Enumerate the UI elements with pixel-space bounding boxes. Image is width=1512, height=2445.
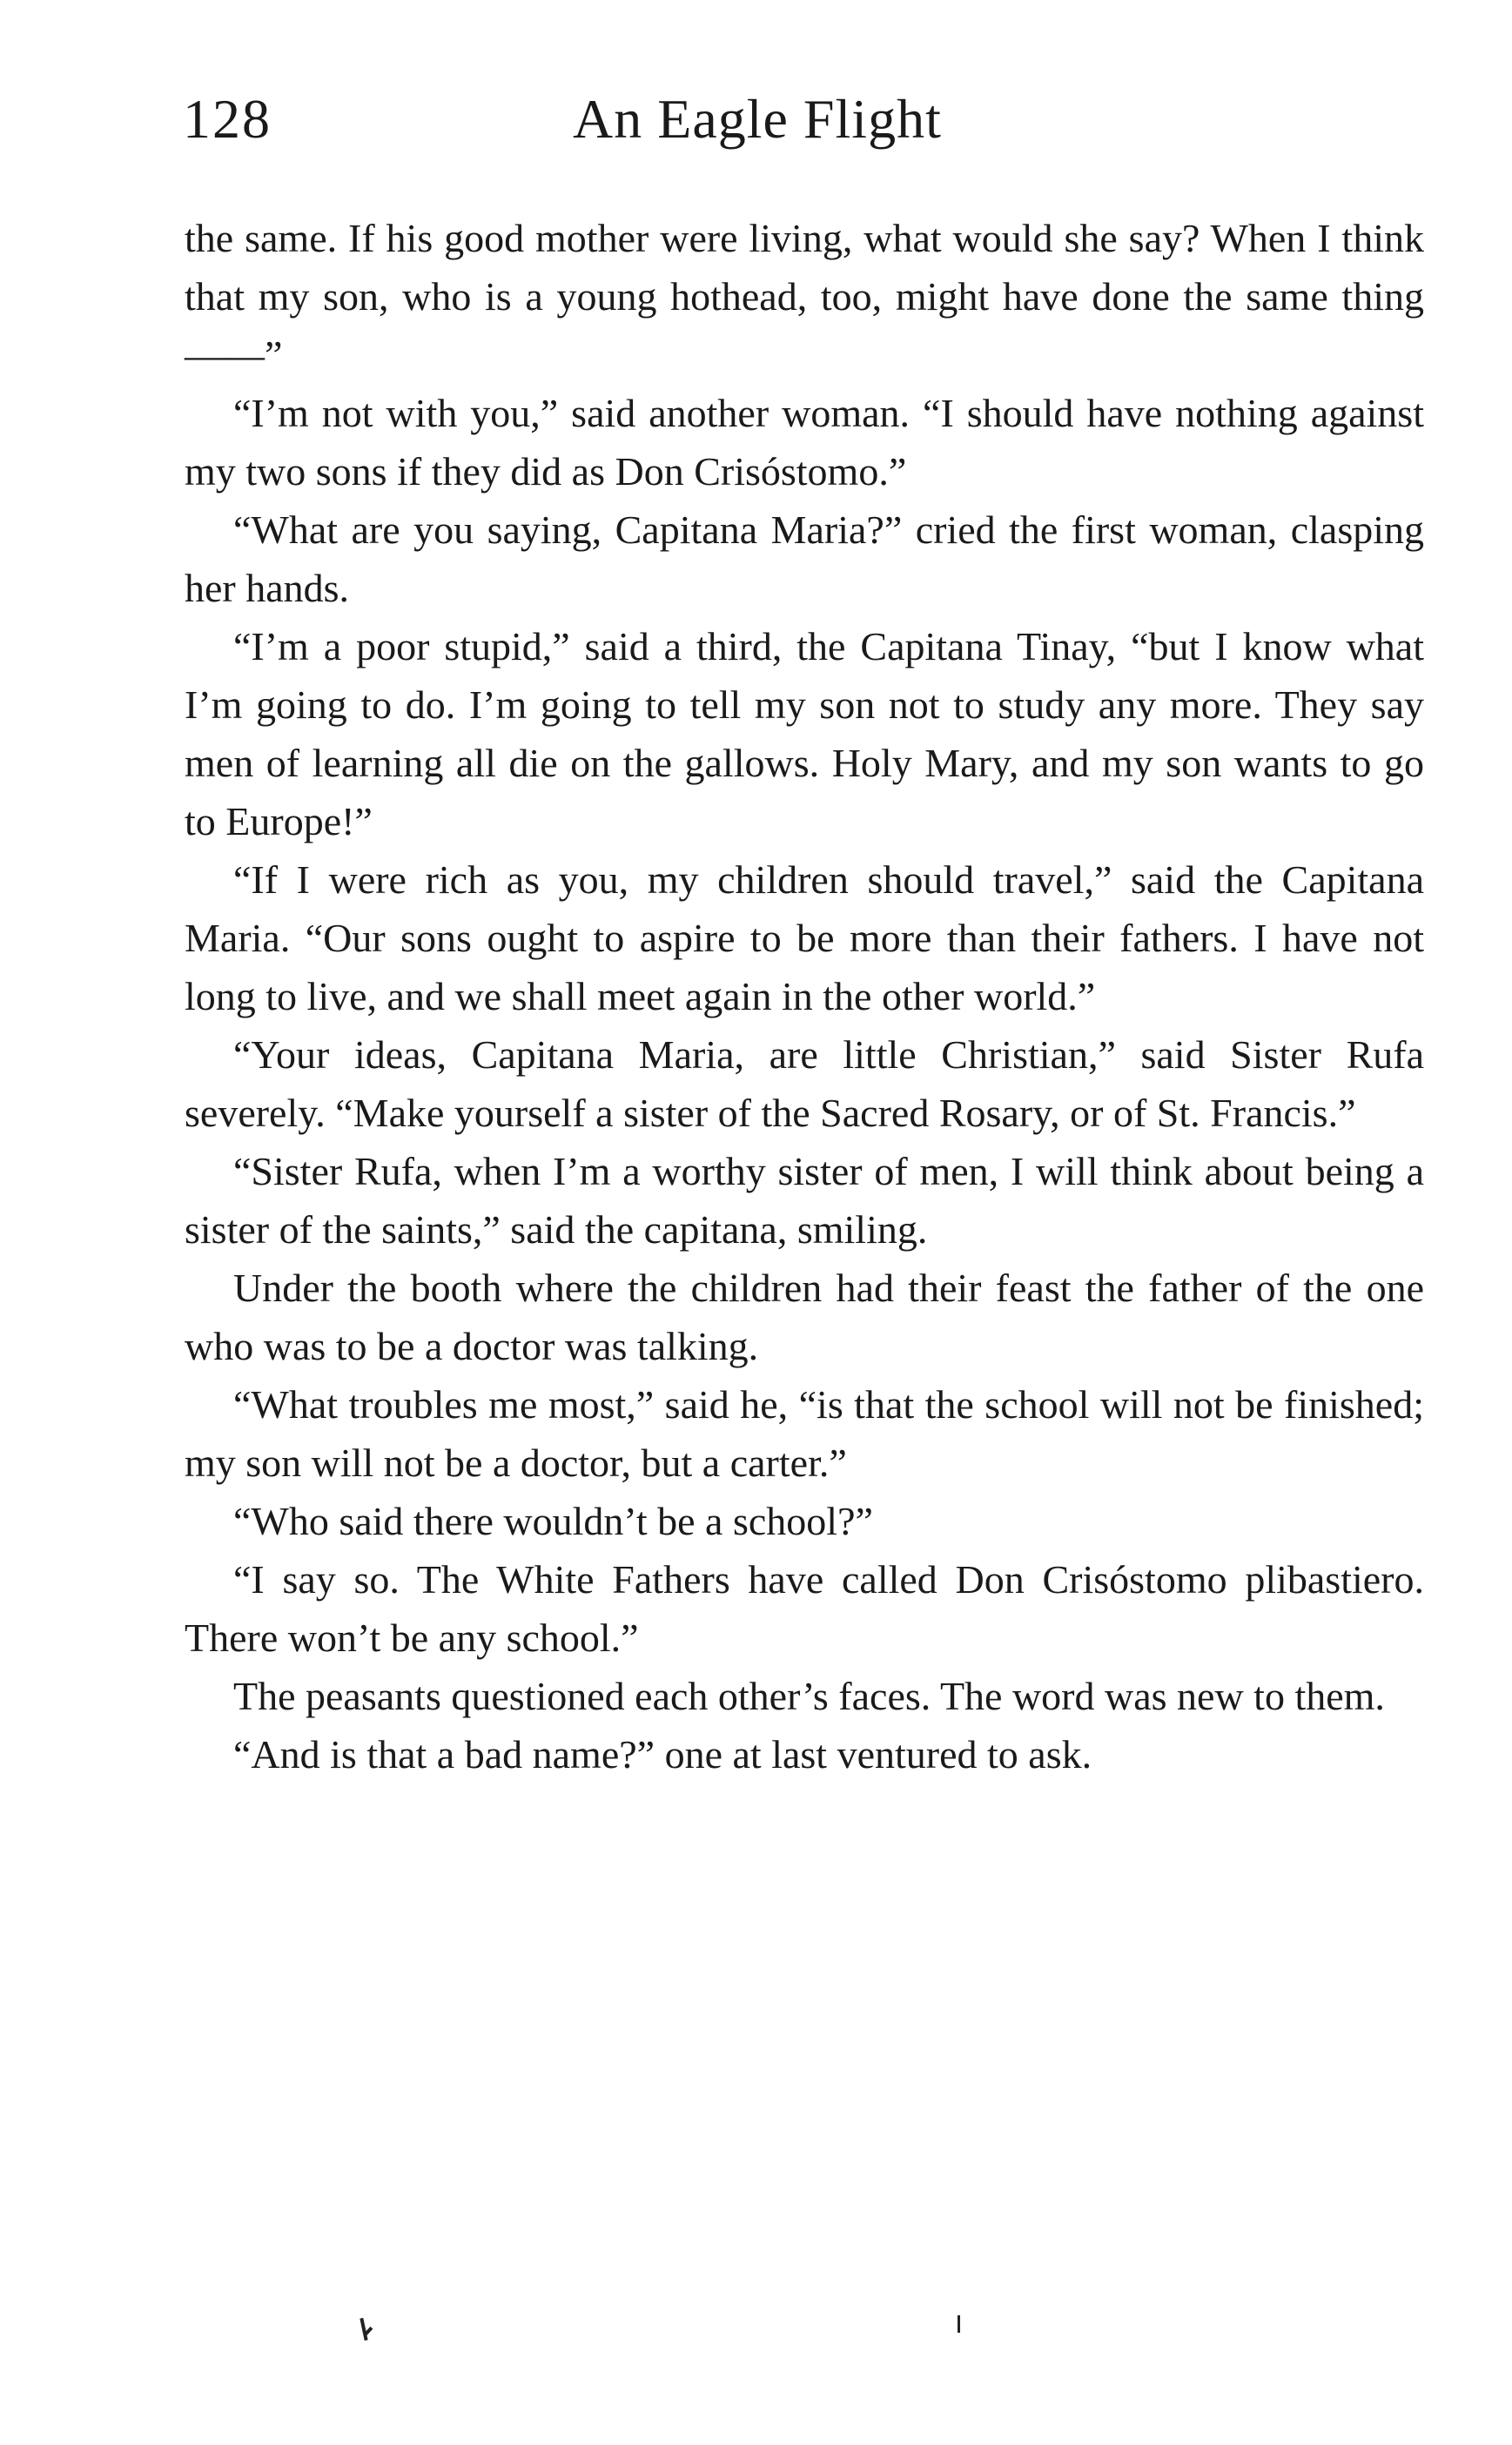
print-mark xyxy=(958,2315,960,2333)
paragraph: “I say so. The White Fathers have called Don Crisóstomo plibastiero. There won’t be any school.” xyxy=(185,1557,1424,1660)
paragraph: “And is that a bad name?” one at last ventured to ask. xyxy=(233,1732,1092,1777)
paragraph: Under the booth where the children had their feast the father of the one who was to be a doctor was talking. xyxy=(185,1266,1424,1368)
print-mark xyxy=(360,2318,367,2341)
paragraph: “What are you saying, Capitana Maria?” cried the first woman, clasping her hands. xyxy=(185,507,1424,610)
running-head xyxy=(183,80,1428,158)
paragraph-continuation: the same. If his good mother were living, what would she say? When I think that my son, who is a young hothead, too, might have done the same thing——” xyxy=(185,216,1424,377)
paragraph: “I’m a poor stupid,” said a third, the Capitana Tinay, “but I know what I’m going to do. I’m going to tell my son not to study any more. They say men of learning all die on the gallows. Holy Mary, and my son wants to go to Europe!” xyxy=(185,624,1424,843)
paragraph: “Who said there wouldn’t be a school?” xyxy=(233,1499,873,1543)
paragraph: “Sister Rufa, when I’m a worthy sister of men, I will think about being a sister of the saints,” said the capitana, smiling. xyxy=(185,1149,1424,1252)
paragraph: The peasants questioned each other’s faces. The word was new to them. xyxy=(233,1674,1385,1718)
paragraph: “I’m not with you,” said another woman. “I should have nothing against my two sons if they did as Don Crisóstomo.” xyxy=(185,391,1424,494)
paragraph: “If I were rich as you, my children should travel,” said the Capitana Maria. “Our sons ought to aspire to be more than their fathers. I have not long to live, and we shall meet again in the other world.” xyxy=(185,857,1424,1018)
body-text xyxy=(185,209,1424,1783)
paragraph: “What troubles me most,” said he, “is that the school will not be finished; my son will not be a doctor, but a carter.” xyxy=(185,1382,1424,1485)
running-title: An Eagle Flight xyxy=(573,88,942,150)
paragraph: “Your ideas, Capitana Maria, are little Christian,” said Sister Rufa severely. “Make yourself a sister of the Sacred Rosary, or of St. Francis.” xyxy=(185,1032,1424,1135)
page-number: 128 xyxy=(183,88,272,150)
